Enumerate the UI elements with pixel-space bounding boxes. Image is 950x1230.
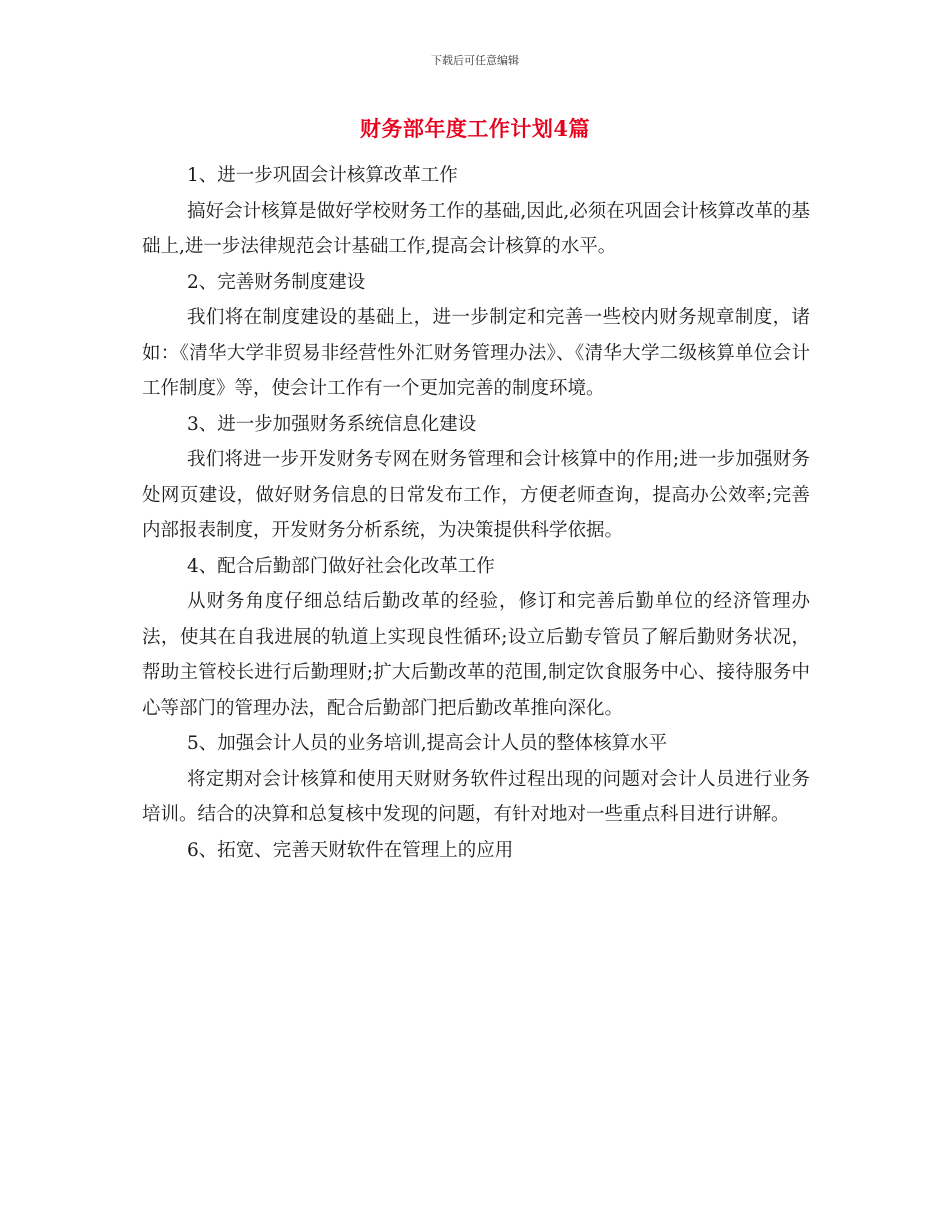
section-heading-3: 3、进一步加强财务系统信息化建设 [187, 413, 477, 435]
section-paragraph-3: 我们将进一步开发财务专网在财务管理和会计核算中的作用;进一步加强财务处网页建设，做好财务信息的日常发布工作，方便老师查询，提高办公效率;完善内部报表制度，开发财务分析系统，为决策提供科学依据。 [142, 449, 810, 541]
section-heading-1: 1、进一步巩固会计核算改革工作 [187, 165, 458, 186]
section-paragraph-4: 从财务角度仔细总结后勤改革的经验，修订和完善后勤单位的经济管理办法，使其在自我进展的轨道上实现良性循环;设立后勤专管员了解后勤财务状况，帮助主管校长进行后勤理财;扩大后勤改革的范围,制定饮食服务中心、接待服务中心等部门的管理办法，配合后勤部门把后勤改革推向深化。 [142, 591, 810, 719]
document-title: 财务部年度工作计划4篇 [359, 116, 591, 141]
document-body [142, 158, 810, 868]
section-heading-6: 6、拓宽、完善天财软件在管理上的应用 [187, 839, 514, 861]
section-paragraph-5: 将定期对会计核算和使用天财财务软件过程出现的问题对会计人员进行业务培训。结合的决算和总复核中发现的问题，有针对地对一些重点科目进行讲解。 [142, 768, 810, 825]
section-paragraph-2: 我们将在制度建设的基础上，进一步制定和完善一些校内财务规章制度，诸如：《清华大学非贸易非经营性外汇财务管理办法》、《清华大学二级核算单位会计工作制度》等，使会计工作有一个更加完善的制度环境。 [142, 307, 810, 399]
section-heading-5: 5、加强会计人员的业务培训,提高会计人员的整体核算水平 [187, 733, 668, 754]
section-heading-4: 4、配合后勤部门做好社会化改革工作 [187, 555, 495, 577]
page-header-note: 下载后可任意编辑 [431, 54, 519, 67]
section-paragraph-1: 搞好会计核算是做好学校财务工作的基础,因此,必须在巩固会计核算改革的基础上,进一步法律规范会计基础工作,提高会计核算的水平。 [142, 200, 810, 257]
section-heading-2: 2、完善财务制度建设 [187, 271, 366, 293]
